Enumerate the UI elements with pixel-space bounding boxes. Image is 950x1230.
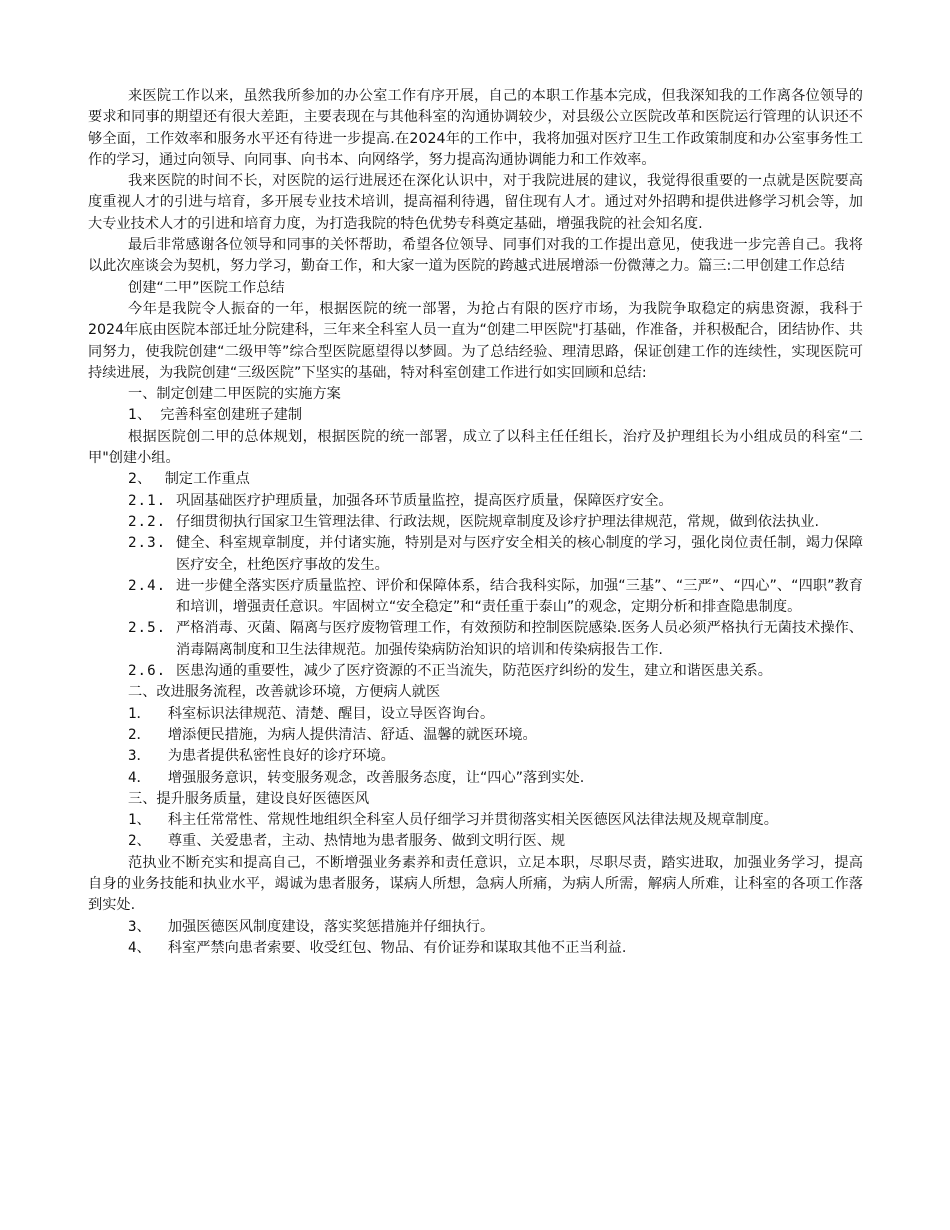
paragraph-intro: 来医院工作以来，虽然我所参加的办公室工作有序开展，自己的本职工作基本完成，但我深知我的工作离各位领导的要求和同事的期望还有很大差距，主要表现在与其他科室的沟通协调较少，对县级公立医院改革和医院运行管理的认识还不够全面，工作效率和服务水平还有待进一步提高.在2024年的工作中，我将加强对医疗卫生工作政策制度和办公室事务性工作的学习，通过向领导、向同事、向书本、向网络学，努力提高沟通协调能力和工作效率。 [88,88,863,168]
list-item-text: 严格消毒、灭菌、隔离与医疗废物管理工作，有效预防和控制医院感染.医务人员必须严格执行无菌技术操作、消毒隔离制度和卫生法律规范。加强传染病防治知识的培训和传染病报告工作. [176,620,863,658]
paragraph-3-2: 范执业不断充实和提高自己，不断增强业务素养和责任意识，立足本职，尽职尽责，踏实进取，加强业务学习，提高自身的业务技能和执业水平，竭诚为患者服务，谋病人所想，急病人所痛，为病人所需，解病人所难，让科室的各项工作落到实处. [88,854,863,914]
list-item-number: 1． [128,705,168,722]
list-item-number: 3、 [128,918,168,935]
list-item [88,768,863,789]
list-item-text: 为患者提供私密性良好的诊疗环境。 [167,748,395,765]
list-item-text: 科主任常常性、常规性地组织全科室人员仔细学习并贯彻落实相关医德医风法律法规及规章制度。 [167,812,778,829]
list-item [88,810,863,831]
subheading-1-2: 2、 制定工作重点 [128,471,250,488]
document-subtitle: 创建“二甲”医院工作总结 [128,279,285,296]
document-body [88,86,863,959]
service-quality-list [88,810,863,853]
list-item-number: 2.5. [128,620,167,637]
list-item [88,917,863,938]
list-item [88,725,863,746]
list-item-number: 2、 [128,833,168,850]
list-item-text: 增添便民措施，为病人提供清洁、舒适、温馨的就医环境。 [167,726,537,743]
list-item-text: 医患沟通的重要性，减少了医疗资源的不正当流失，防范医疗纠纷的发生，建立和谐医患关系。 [176,663,772,680]
list-item-number: 4． [128,769,168,786]
list-item-text: 仔细贯彻执行国家卫生管理法律、行政法规，医院规章制度及诊疗护理法律规范，常规，做到依法执业. [176,513,819,530]
list-item-number: 2． [128,726,168,743]
list-item [88,491,863,512]
list-item-number: 1、 [128,812,168,829]
list-item-number: 2.3. [128,535,167,552]
paragraph-suggestion: 我来医院的时间不长，对医院的运行进展还在深化认识中，对于我院进展的建议，我觉得很重要的一点就是医院要高度重视人才的引进与培育，多开展专业技术培训，提高福利待遇，留住现有人才。通过对外招聘和提供进修学习机会等，加大专业技术人才的引进和培育力度，为打造我院的特色优势专科奠定基础，增强我院的社会知名度. [88,173,863,232]
list-item [88,746,863,767]
paragraph-overview: 今年是我院令人振奋的一年，根据医院的统一部署，为抢占有限的医疗市场，为我院争取稳定的病患资源，我科于2024年底由医院本部迁址分院建科，三年来全科室人员一直为“创建二甲医院"打基础，作准备，并积极配合，团结协作、共同努力，使我院创建“二级甲等”综合型医院愿望得以梦圆。为了总结经验、理清思路，保证创建工作的连续性，实现医院可持续进展，为我院创建“三级医院”下坚实的基础，特对科室创建工作进行如实回顾和总结: [88,300,863,381]
list-item-number: 2.6. [128,663,167,680]
list-item-text: 尊重、关爱患者，主动、热情地为患者服务、做到文明行医、规 [167,833,566,850]
section-heading-3: 三、提升服务质量，建设良好医德医风 [128,790,370,807]
list-item [88,831,863,852]
section-heading-1: 一、制定创建二甲医院的实施方案 [128,386,341,403]
list-item [88,704,863,725]
list-item [88,938,863,959]
list-item-text: 增强服务意识，转变服务观念，改善服务态度，让“四心”落到实处. [167,769,585,786]
subheading-1-1: 1、 完善科室创建班子建制 [128,407,303,424]
list-item-number: 2.2. [128,513,167,530]
list-item [88,533,863,576]
paragraph-thanks: 最后非常感谢各位领导和同事的关怀帮助，希望各位领导、同事们对我的工作提出意见，使我进一步完善自己。我将以此次座谈会为契机，努力学习，勤奋工作，和大家一道为医院的跨越式进展增添一份微薄之力。篇三:二甲创建工作总结 [88,237,863,275]
list-item [88,512,863,533]
list-item-text: 科室标识法律规范、清楚、醒目，设立导医咨询台。 [167,705,495,722]
work-focus-list [88,491,863,683]
list-item [88,576,863,619]
list-item-text: 健全、科室规章制度，并付诸实施，特别是对与医疗安全相关的核心制度的学习，强化岗位责任制，竭力保障医疗安全，杜绝医疗事故的发生。 [176,535,863,573]
list-item-number: 3． [128,748,168,765]
list-item-text: 科室严禁向患者索要、收受红包、物品、有价证券和谋取其他不正当利益. [167,939,627,956]
list-item-number: 4、 [128,939,168,956]
list-item-text: 进一步健全落实医疗质量监控、评价和保障体系，结合我科实际，加强“三基”、“三严”、“四心”、“四职”教育和培训，增强责任意识。牢固树立“安全稳定”和“责任重于泰山”的观念，定期分析和排查隐患制度。 [176,577,863,616]
list-item-text: 巩固基础医疗护理质量，加强各环节质量监控，提高医疗质量，保障医疗安全。 [176,492,673,509]
service-process-list [88,704,863,789]
service-quality-list-continued [88,917,863,960]
section-heading-2: 二、改进服务流程，改善就诊环境，方便病人就医 [128,684,441,701]
list-item [88,618,863,661]
list-item [88,661,863,682]
paragraph-1-1: 根据医院创二甲的总体规划，根据医院的统一部署，成立了以科主任任组长，治疗及护理组长为小组成员的科室“二甲"创建小组。 [88,428,863,467]
list-item-number: 2.4. [128,577,167,594]
list-item-number: 2.1. [128,492,167,509]
list-item-text: 加强医德医风制度建设，落实奖惩措施并仔细执行。 [167,918,495,935]
